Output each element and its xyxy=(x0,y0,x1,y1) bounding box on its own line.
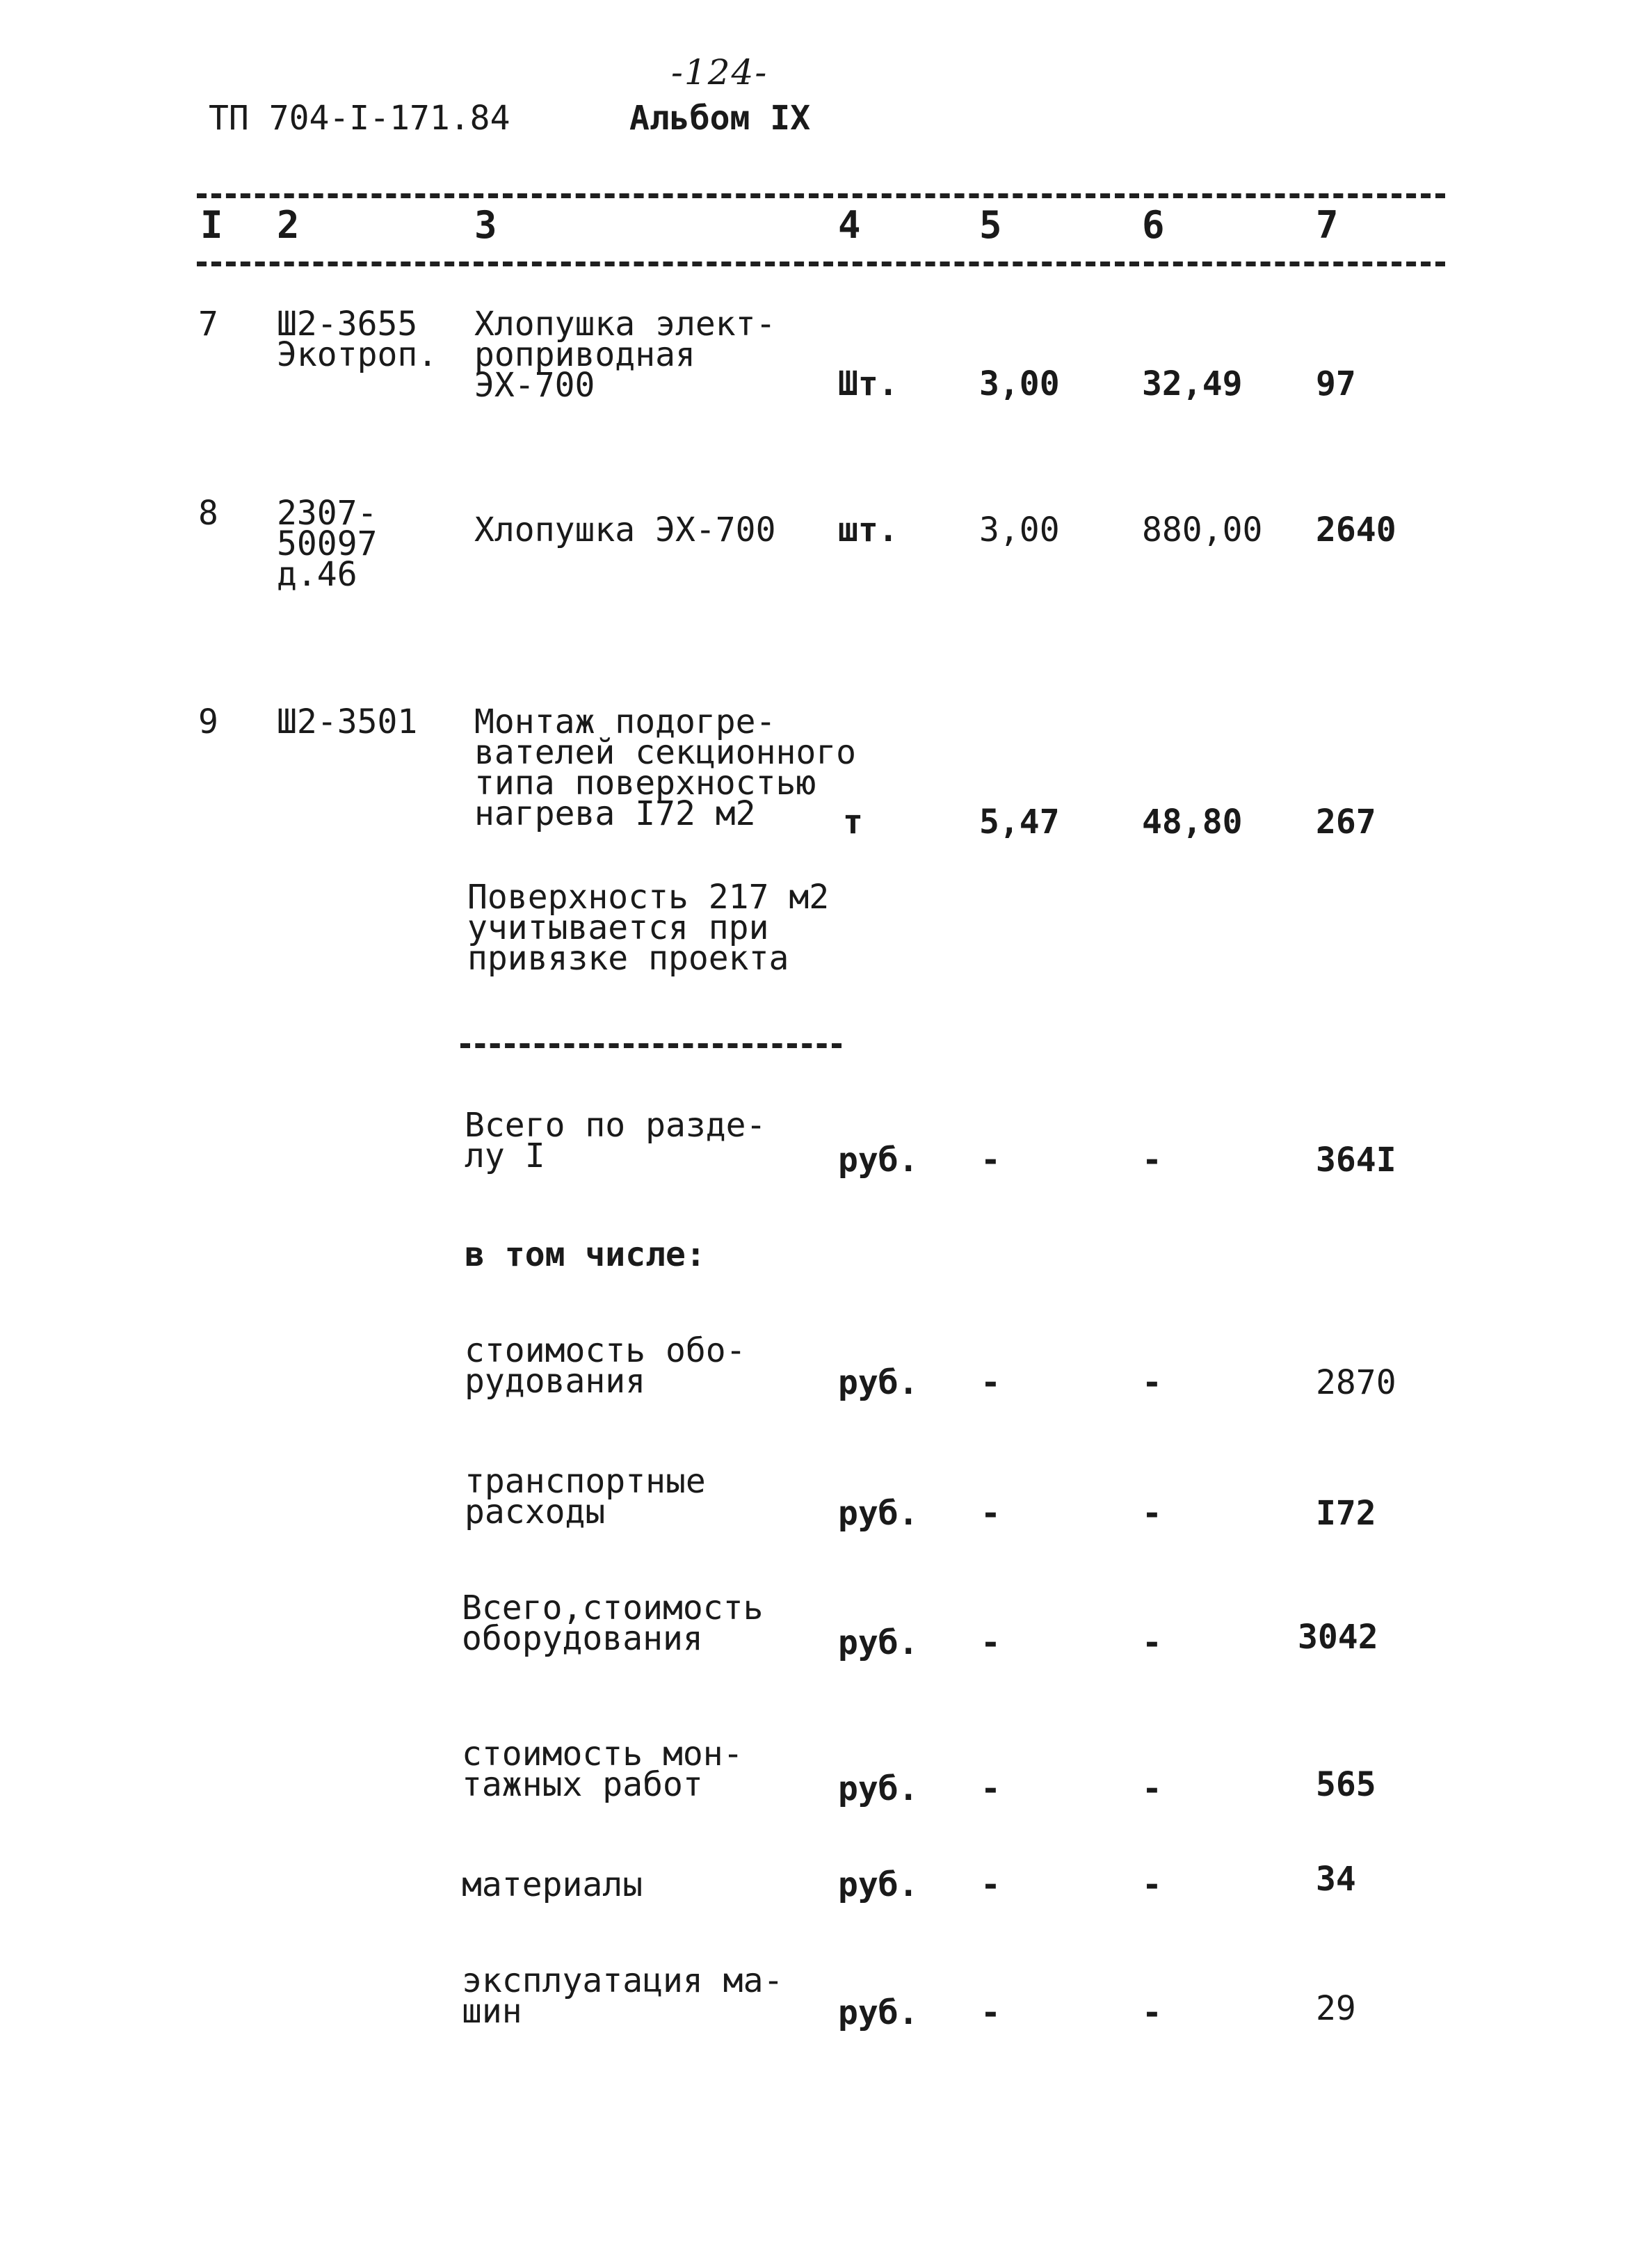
row-code: Ш2-3501 xyxy=(277,702,418,741)
summary-label: эксплуатация ма- шин xyxy=(462,1961,784,2031)
row-code: Ш2-3655 Экотроп. xyxy=(277,305,438,374)
summary-price: - xyxy=(1142,1494,1162,1533)
summary-total: 565 xyxy=(1316,1765,1376,1804)
row-quantity: 3,00 xyxy=(979,510,1060,549)
row-number: 8 xyxy=(198,494,218,533)
column-header-5: 5 xyxy=(979,203,1002,247)
summary-unit: руб. xyxy=(838,1865,919,1904)
summary-quantity: - xyxy=(981,1865,1001,1904)
summary-total: 364I xyxy=(1316,1141,1396,1180)
row-code: 2307- 50097 д.46 xyxy=(277,494,378,594)
summary-label: стоимость мон- тажных работ xyxy=(462,1735,743,1804)
column-header-7: 7 xyxy=(1316,203,1339,247)
column-header-4: 4 xyxy=(838,203,861,247)
row-total: 267 xyxy=(1316,803,1376,842)
summary-total: 34 xyxy=(1316,1860,1356,1899)
summary-label: материалы xyxy=(462,1865,643,1904)
row-name: Хлопушка ЭХ-700 xyxy=(474,510,776,549)
summary-label: транспортные расходы xyxy=(465,1462,706,1531)
summary-label: Всего,стоимость оборудования xyxy=(462,1589,764,1658)
row-total: 2640 xyxy=(1316,510,1396,549)
column-header-1: I xyxy=(200,203,223,247)
summary-label: в том числе: xyxy=(465,1235,706,1274)
summary-price: - xyxy=(1142,1363,1162,1402)
summary-total: 29 xyxy=(1316,1989,1356,2028)
row-total: 97 xyxy=(1316,364,1356,403)
row-price: 48,80 xyxy=(1142,803,1243,842)
row-number: 7 xyxy=(198,305,218,344)
summary-total: 3042 xyxy=(1298,1618,1378,1657)
table-header-bottom-rule xyxy=(197,262,1445,266)
summary-total: I72 xyxy=(1316,1494,1376,1533)
summary-quantity: - xyxy=(981,1623,1001,1662)
summary-label: Всего по разде- лу I xyxy=(465,1106,766,1175)
album-label: Альбом IX xyxy=(629,99,811,138)
summary-quantity: - xyxy=(981,1494,1001,1533)
row-unit: шт. xyxy=(838,510,899,549)
table-header-top-rule xyxy=(197,193,1445,198)
summary-unit: руб. xyxy=(838,1769,919,1808)
summary-label: стоимость обо- рудования xyxy=(465,1331,746,1401)
summary-unit: руб. xyxy=(838,1993,919,2032)
summary-unit: руб. xyxy=(838,1494,919,1533)
document-code: ТП 704-I-171.84 xyxy=(209,99,510,138)
summary-unit: руб. xyxy=(838,1363,919,1402)
column-header-2: 2 xyxy=(277,203,300,247)
section-divider xyxy=(460,1043,841,1048)
row-number: 9 xyxy=(198,702,218,741)
row-price: 880,00 xyxy=(1142,510,1263,549)
column-header-6: 6 xyxy=(1142,203,1165,247)
row-unit: Шт. xyxy=(838,364,899,403)
summary-price: - xyxy=(1142,1769,1162,1808)
row-quantity: 3,00 xyxy=(979,364,1060,403)
row-name: Хлопушка элект- роприводная ЭХ-700 xyxy=(474,305,776,405)
row-note: Поверхность 217 м2 учитывается при привязке проекта xyxy=(467,878,830,978)
summary-price: - xyxy=(1142,1865,1162,1904)
page-number: -124- xyxy=(671,52,768,93)
row-unit: т xyxy=(843,803,863,842)
row-price: 32,49 xyxy=(1142,364,1243,403)
summary-total: 2870 xyxy=(1316,1363,1396,1402)
summary-quantity: - xyxy=(981,1363,1001,1402)
summary-price: - xyxy=(1142,1141,1162,1180)
summary-price: - xyxy=(1142,1993,1162,2032)
column-header-3: 3 xyxy=(474,203,497,247)
summary-quantity: - xyxy=(981,1141,1001,1180)
summary-price: - xyxy=(1142,1623,1162,1662)
summary-quantity: - xyxy=(981,1993,1001,2032)
summary-unit: руб. xyxy=(838,1623,919,1662)
summary-unit: руб. xyxy=(838,1141,919,1180)
row-quantity: 5,47 xyxy=(979,803,1060,842)
row-name: Монтаж подогре- вателей секционного типа поверхностью нагрева I72 м2 xyxy=(474,702,857,833)
summary-quantity: - xyxy=(981,1769,1001,1808)
